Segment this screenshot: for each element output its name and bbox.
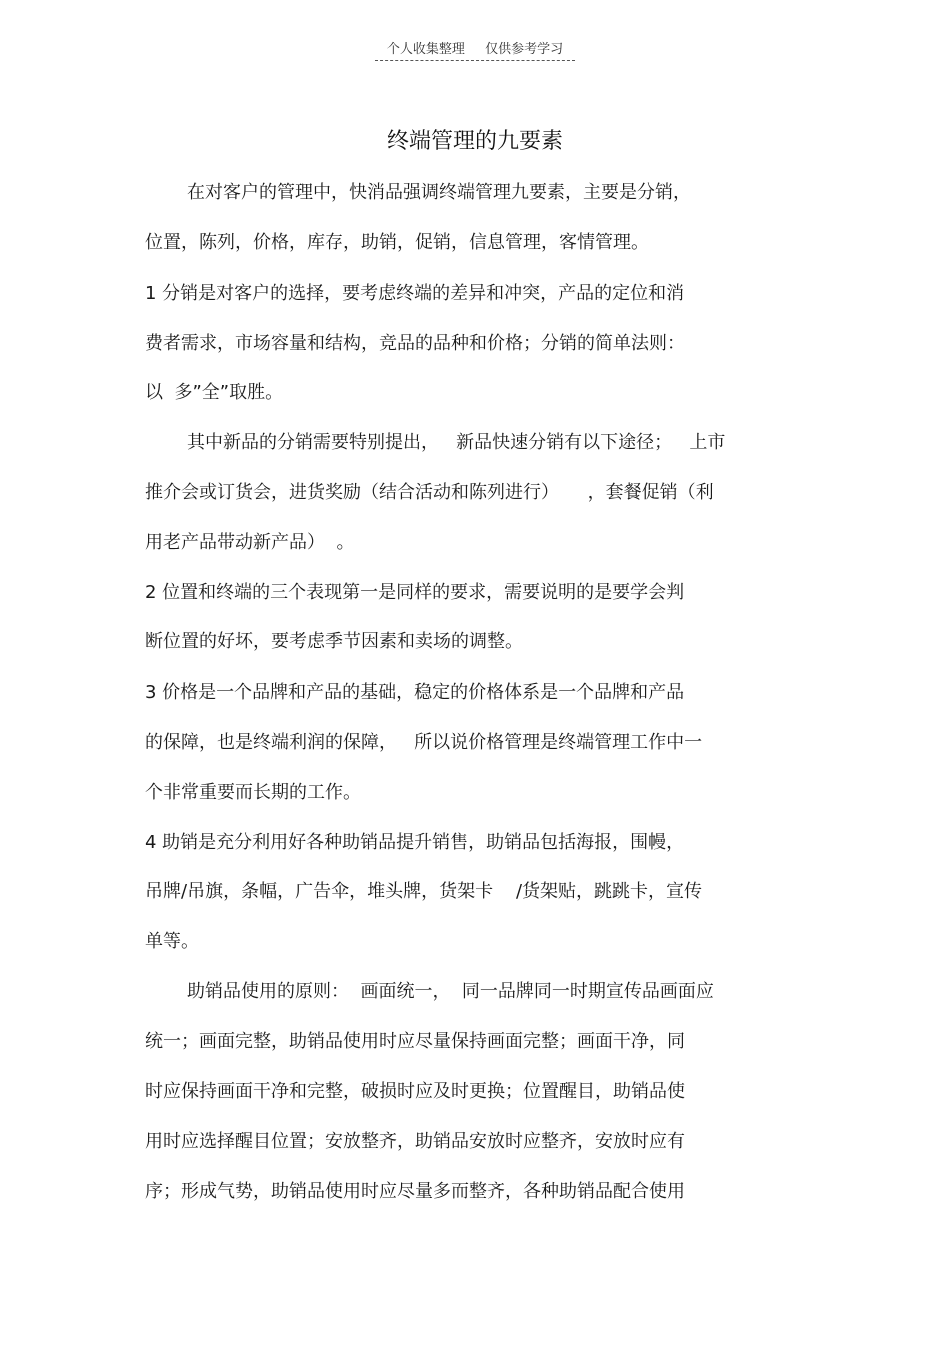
paragraph-line: 序；形成气势，助销品使用时应尽量多而整齐，各种助销品配合使用 [145, 1181, 685, 1202]
paragraph-line: 1 分销是对客户的选择，要考虑终端的差异和冲突，产品的定位和消 [145, 283, 685, 304]
paragraph-line: 其中新品的分销需要特别提出， 新品快速分销有以下途径； 上市 [187, 432, 726, 453]
paragraph-line: 助销品使用的原则： 画面统一， 同一品牌同一时期宣传品画面应 [187, 981, 714, 1002]
header-underline [375, 38, 575, 61]
paragraph-line: 在对客户的管理中，快消品强调终端管理九要素，主要是分销， [187, 182, 691, 203]
paragraph-line: 4 助销是充分利用好各种助销品提升销售，助销品包括海报，围幔， [145, 832, 685, 853]
paragraph-line: 吊牌/吊旗，条幅，广告伞，堆头牌，货架卡 /货架贴，跳跳卡，宣传 [145, 881, 703, 902]
paragraph-line: 费者需求，市场容量和结构，竞品的品种和价格；分销的简单法则： [145, 333, 685, 354]
paragraph-line: 单等。 [145, 931, 199, 952]
paragraph-line: 统一；画面完整，助销品使用时应尽量保持画面完整；画面干净，同 [145, 1031, 685, 1052]
header-left-text: 个人收集整理 [386, 42, 465, 57]
paragraph-line: 断位置的好坏，要考虑季节因素和卖场的调整。 [145, 631, 523, 652]
paragraph-line: 用老产品带动新产品） 。 [145, 532, 355, 553]
paragraph-line: 个非常重要而长期的工作。 [145, 782, 361, 803]
paragraph-line: 位置，陈列，价格，库存，助销，促销，信息管理，客情管理。 [145, 232, 649, 253]
header-right-text: 仅供参考学习 [485, 42, 564, 57]
paragraph-line: 用时应选择醒目位置；安放整齐，助销品安放时应整齐，安放时应有 [145, 1131, 685, 1152]
paragraph-line: 推介会或订货会，进货奖励（结合活动和陈列进行） ，套餐促销（利 [145, 482, 714, 503]
document-title: 终端管理的九要素 [386, 129, 563, 154]
paragraph-line: 3 价格是一个品牌和产品的基础，稳定的价格体系是一个品牌和产品 [145, 682, 685, 703]
paragraph-line: 2 位置和终端的三个表现第一是同样的要求，需要说明的是要学会判 [145, 582, 685, 603]
paragraph-line: 的保障，也是终端利润的保障， 所以说价格管理是终端管理工作中一 [145, 732, 703, 753]
paragraph-line: 时应保持画面干净和完整，破损时应及时更换；位置醒目，助销品使 [145, 1081, 685, 1102]
paragraph-line: 以 多”全”取胜。 [145, 382, 284, 403]
page-header [0, 38, 950, 61]
